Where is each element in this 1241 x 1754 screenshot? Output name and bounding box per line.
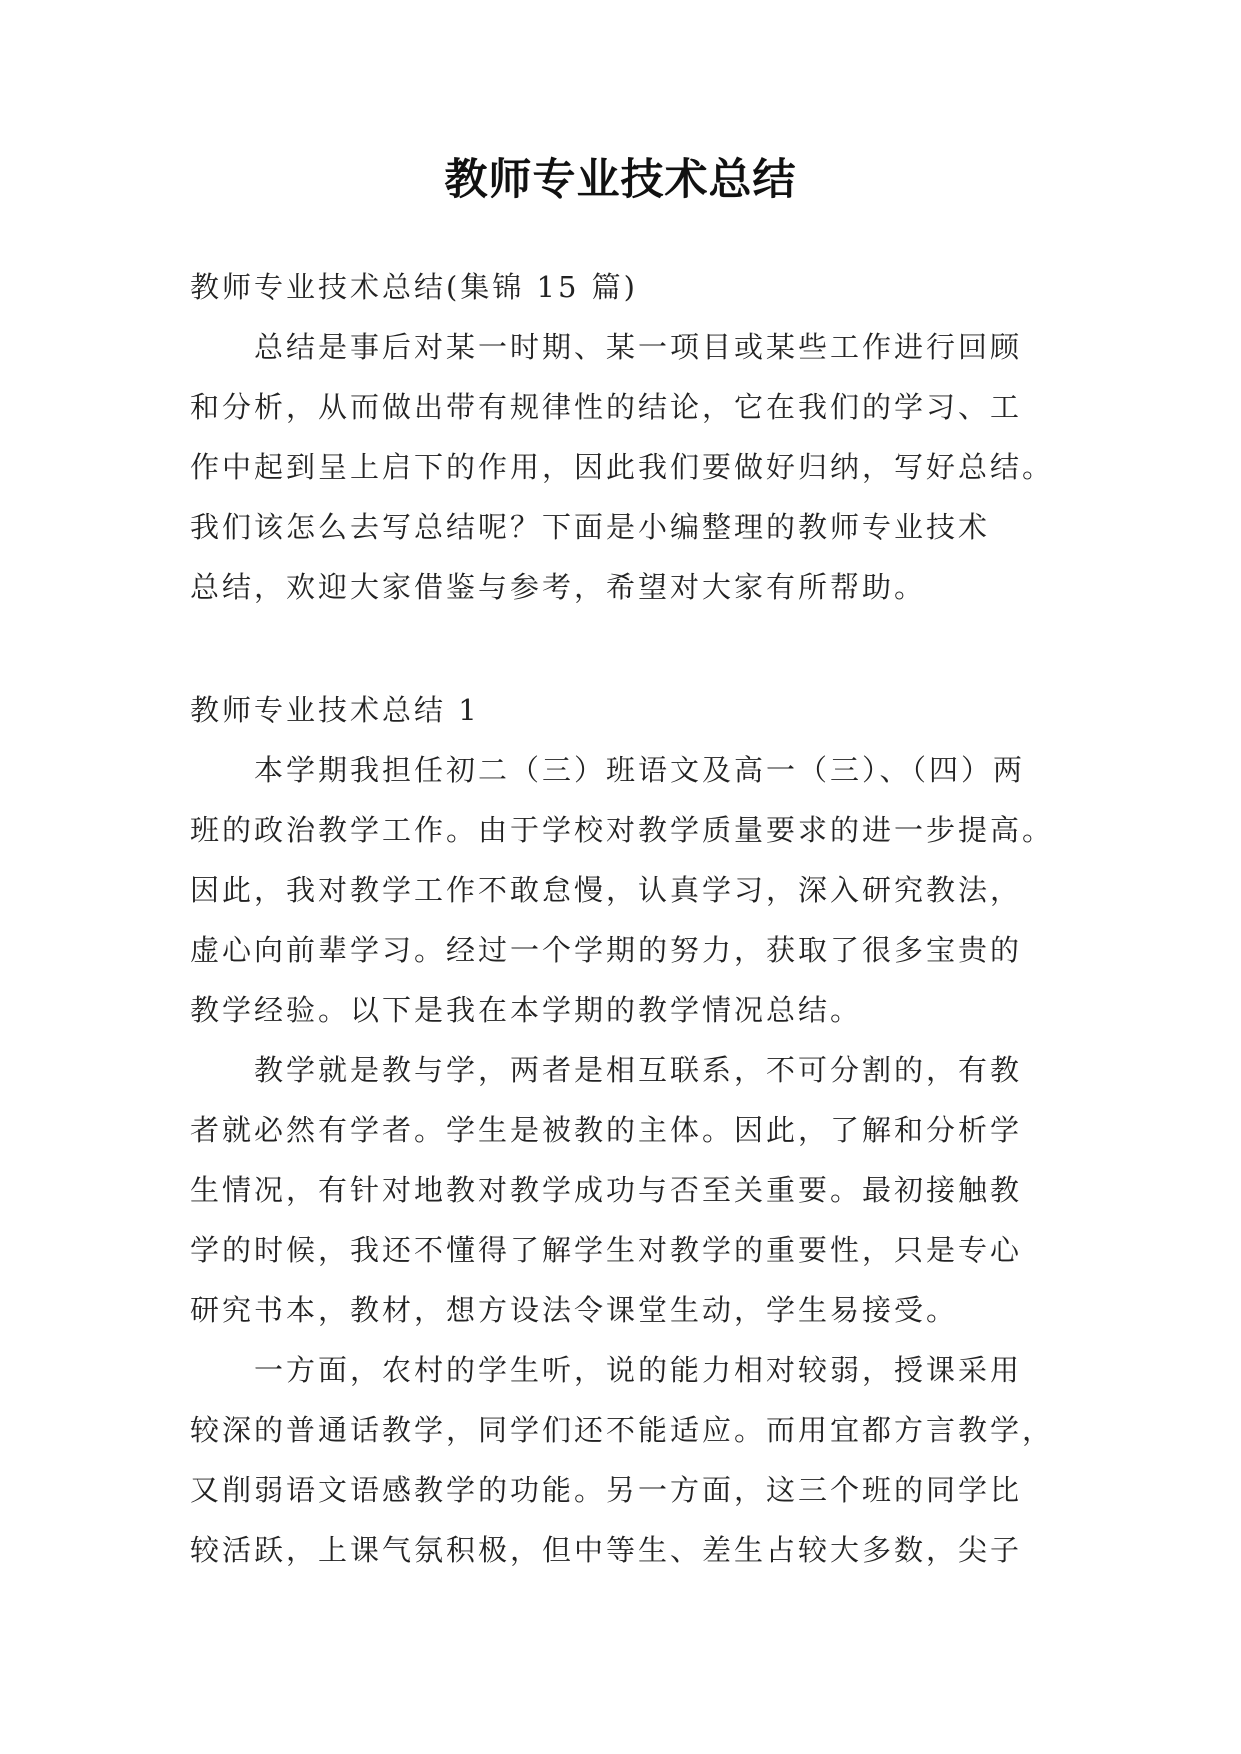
paragraph-line: 较活跃，上课气氛积极，但中等生、差生占较大多数，尖子 bbox=[190, 1533, 1023, 1567]
paragraph-line: 总结是事后对某一时期、某一项目或某些工作进行回顾 bbox=[254, 330, 1023, 364]
paragraph-line: 教学经验。以下是我在本学期的教学情况总结。 bbox=[190, 993, 863, 1027]
paragraph-line: 学的时候，我还不懂得了解学生对教学的重要性，只是专心 bbox=[190, 1233, 1023, 1267]
section-spacer bbox=[190, 617, 1058, 680]
paragraph-line: 者就必然有学者。学生是被教的主体。因此，了解和分析学 bbox=[190, 1113, 1023, 1147]
paragraph-line: 本学期我担任初二（三）班语文及高一（三）、（四）两 bbox=[254, 753, 1026, 787]
paragraph-line: 总结，欢迎大家借鉴与参考，希望对大家有所帮助。 bbox=[190, 570, 927, 604]
section1-paragraph-2 bbox=[190, 1040, 1058, 1340]
intro-paragraph bbox=[190, 317, 1058, 617]
paragraph-line: 因此，我对教学工作不敢怠慢，认真学习，深入研究教法， bbox=[190, 873, 1023, 907]
paragraph-line: 教学就是教与学，两者是相互联系，不可分割的，有教 bbox=[254, 1053, 1023, 1087]
section1-paragraph-1 bbox=[190, 740, 1058, 1040]
paragraph-line: 虚心向前辈学习。经过一个学期的努力，获取了很多宝贵的 bbox=[190, 933, 1023, 967]
paragraph-line: 班的政治教学工作。由于学校对教学质量要求的进一步提高。 bbox=[190, 813, 1055, 847]
paragraph-line: 一方面，农村的学生听，说的能力相对较弱，授课采用 bbox=[254, 1353, 1023, 1387]
paragraph-line: 作中起到呈上启下的作用，因此我们要做好归纳，写好总结。 bbox=[190, 450, 1055, 484]
paragraph-line: 我们该怎么去写总结呢？下面是小编整理的教师专业技术 bbox=[190, 510, 991, 544]
paragraph-line: 又削弱语文语感教学的功能。另一方面，这三个班的同学比 bbox=[190, 1473, 1023, 1507]
paragraph-line: 和分析，从而做出带有规律性的结论，它在我们的学习、工 bbox=[190, 390, 1023, 424]
section-heading: 教师专业技术总结 1 bbox=[190, 693, 480, 727]
document-body bbox=[190, 257, 1058, 1580]
document-title: 教师专业技术总结 bbox=[444, 155, 797, 205]
section1-paragraph-3 bbox=[190, 1340, 1058, 1580]
document-subtitle: 教师专业技术总结(集锦 15 篇) bbox=[190, 270, 638, 304]
paragraph-line: 生情况，有针对地教对教学成功与否至关重要。最初接触教 bbox=[190, 1173, 1023, 1207]
paragraph-line: 较深的普通话教学，同学们还不能适应。而用宜都方言教学， bbox=[190, 1413, 1055, 1447]
paragraph-line: 研究书本，教材，想方设法令课堂生动，学生易接受。 bbox=[190, 1293, 959, 1327]
